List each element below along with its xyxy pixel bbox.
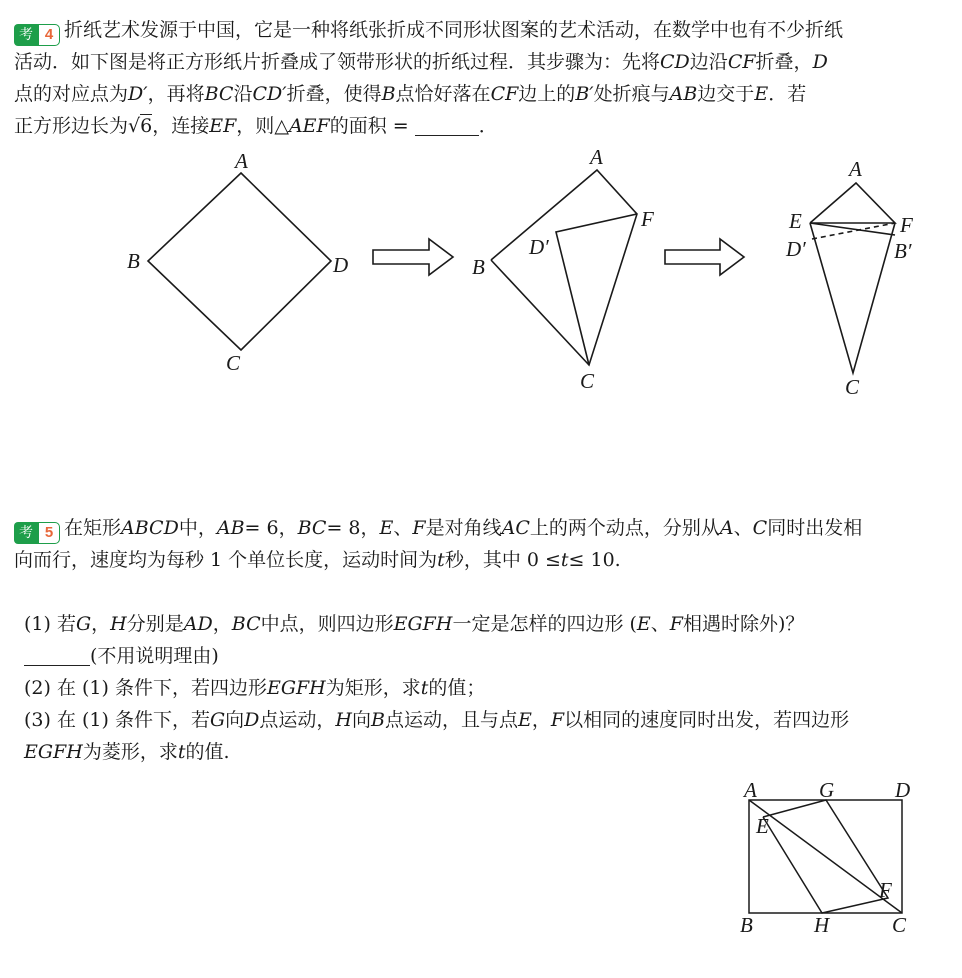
question-5-text bbox=[14, 512, 944, 576]
text-q5-tag-num: 5 bbox=[38, 522, 60, 544]
text-parts-p1-bc: BC bbox=[231, 613, 261, 635]
text-q4-line3-cdp: CD′ bbox=[252, 83, 287, 105]
text-q4-line2-b: 边沿 bbox=[689, 51, 728, 73]
text-parts-p1-a: (1) 若 bbox=[24, 613, 76, 635]
text-q5-line1-c: = 6， bbox=[244, 517, 298, 539]
text-parts-p3-c: 点运动， bbox=[259, 709, 336, 731]
text-q5-line2-b: 秒，其中 0 ≤ bbox=[444, 549, 561, 571]
text-q5-line1-ab: AB bbox=[216, 517, 245, 539]
text-q4-line4-ef: EF bbox=[209, 115, 237, 137]
figure-fold-2 bbox=[810, 183, 895, 373]
text-q4-line3-g: 处折痕与 bbox=[593, 83, 670, 105]
answer-blank-q5-1[interactable] bbox=[24, 645, 90, 666]
text-parts-p3b-egfh: EGFH bbox=[24, 741, 83, 763]
text-q5-tag-kao: 考 bbox=[14, 522, 38, 544]
text-q4-line3-bp: B′ bbox=[575, 83, 594, 105]
figure-square bbox=[148, 173, 331, 350]
text-parts-p1-h: H bbox=[110, 613, 127, 635]
text-q4-line3-dp: D′ bbox=[128, 83, 148, 105]
fig2-label-B: B bbox=[472, 255, 485, 279]
text-q4-line3-i: ．若 bbox=[768, 83, 807, 105]
text-q5-line2-t: t bbox=[437, 549, 445, 571]
question-4-text bbox=[14, 14, 944, 142]
text-parts-p3-a: (3) 在 (1) 条件下，若 bbox=[24, 709, 210, 731]
text-q4-line3-a: 点的对应点为 bbox=[14, 83, 129, 105]
text-parts-p1-d: ， bbox=[212, 613, 232, 635]
text-q5-line1-b: 中， bbox=[178, 517, 217, 539]
text-parts-p1-egfh: EGFH bbox=[393, 613, 453, 635]
fig3-label-A: A bbox=[849, 157, 862, 181]
text-q5-line1-abcd: ABCD bbox=[121, 517, 179, 539]
text-q4-line3-e: 点恰好落在 bbox=[395, 83, 491, 105]
text-parts-p1-f: 一定是怎样的四边形 ( bbox=[452, 613, 637, 635]
text-q5-line2-c: ≤ 10. bbox=[568, 549, 621, 571]
text-parts-p1-g: G bbox=[75, 613, 92, 635]
text-parts-p1-e: 中点，则四边形 bbox=[260, 613, 394, 635]
text-parts-p3-bpt: B bbox=[371, 709, 385, 731]
text-q4-line3-c: 沿 bbox=[233, 83, 253, 105]
text-parts-p1-sep: 、 bbox=[650, 613, 670, 635]
text-parts-p3-g2: ， bbox=[531, 709, 551, 731]
text-q4-line4-a: 正方形边长为 bbox=[14, 115, 129, 137]
text-q4-line3-f: 边上的 bbox=[518, 83, 576, 105]
text-parts-p1-ept: E bbox=[636, 613, 651, 635]
text-q4-line2-cd: CD bbox=[660, 51, 690, 73]
text-q4-tag-kao: 考 bbox=[14, 24, 38, 46]
text-q4-line4-end: ． bbox=[478, 115, 498, 137]
text-q4-line3-d: 折叠，使得 bbox=[286, 83, 382, 105]
text-q4-line4-aef: AEF bbox=[288, 115, 330, 137]
text-parts-p3-f: 点运动，且与点 bbox=[384, 709, 518, 731]
text-q5-line1-e: E bbox=[379, 517, 394, 539]
text-parts-p1-ad: AD bbox=[183, 613, 213, 635]
text-q5-line1-g: 是对角线 bbox=[425, 517, 502, 539]
question-4-badge bbox=[14, 24, 60, 46]
part-3 bbox=[24, 704, 849, 736]
text-parts-p1-b: ， bbox=[91, 613, 111, 635]
fig2-label-Dp: D′ bbox=[529, 235, 549, 259]
text-q4-line4-sqrt: 6 bbox=[140, 115, 153, 137]
text-parts-p3-fpt: F bbox=[550, 709, 565, 731]
fig3-label-C: C bbox=[845, 375, 860, 399]
text-q5-line1-f: F bbox=[412, 517, 426, 539]
text-q4-line3-bpt: B bbox=[381, 83, 396, 105]
fig1-label-A: A bbox=[235, 149, 248, 173]
text-parts-p2-egfh: EGFH bbox=[266, 677, 326, 699]
text-q4-line3-ept: E bbox=[754, 83, 769, 105]
text-q4-line2-a: 活动．如下图是将正方形纸片折叠成了领带形状的折纸过程．其步骤为：先将 bbox=[14, 51, 661, 73]
fig5-label-F: F bbox=[879, 878, 892, 902]
text-parts-p1-g2: 相遇时除外)？ bbox=[682, 613, 805, 635]
text-q4-line2-d: D bbox=[812, 51, 828, 73]
text-q4-line4-tri: △ bbox=[274, 115, 289, 137]
arrow-icon bbox=[665, 239, 744, 275]
fig5-label-C: C bbox=[892, 913, 907, 937]
text-q4-line2-cf: CF bbox=[727, 51, 756, 73]
fig1-label-D: D bbox=[333, 253, 349, 277]
text-q5-line1-sep: 、 bbox=[393, 517, 413, 539]
arrow-icon bbox=[373, 239, 453, 275]
text-q4-tag-num: 4 bbox=[38, 24, 60, 46]
text-parts-p2-b: 为矩形，求 bbox=[325, 677, 421, 699]
fig3-label-E: E bbox=[789, 209, 802, 233]
text-q4-line3-h: 边交于 bbox=[697, 83, 755, 105]
text-q5-line2-t2: t bbox=[560, 549, 569, 571]
text-q5-line1-i: 同时出发相 bbox=[767, 517, 863, 539]
text-q4-line3-bc: BC bbox=[204, 83, 234, 105]
text-parts-p2-c: 的值； bbox=[428, 677, 486, 699]
part-1-answer bbox=[24, 640, 219, 672]
fig2-label-C: C bbox=[580, 369, 595, 393]
text-parts-p3b-t: t bbox=[177, 741, 186, 763]
part-2 bbox=[24, 672, 485, 704]
fig5-label-H: H bbox=[814, 913, 830, 937]
question-5-badge bbox=[14, 522, 60, 544]
rectangle-figure bbox=[735, 780, 955, 950]
text-q4-line4-c: ，则 bbox=[236, 115, 275, 137]
text-q5-line1-a2: A bbox=[719, 517, 734, 539]
text-parts-p3-d: D bbox=[244, 709, 260, 731]
figure-fold-1 bbox=[491, 170, 637, 365]
text-q4-line4-b: ，连接 bbox=[152, 115, 210, 137]
text-q4-line3-cf: CF bbox=[490, 83, 519, 105]
text-parts-p3-h2: 以相同的速度同时出发，若四边形 bbox=[564, 709, 850, 731]
fig5-label-G: G bbox=[819, 780, 835, 802]
text-q4-line3-b: ，再将 bbox=[147, 83, 205, 105]
fig1-label-C: C bbox=[226, 351, 241, 375]
text-parts-p3-g: G bbox=[209, 709, 226, 731]
fig1-label-B: B bbox=[127, 249, 140, 273]
text-q5-line1-ac: AC bbox=[501, 517, 530, 539]
text-parts-p1-fpt: F bbox=[669, 613, 683, 635]
text-parts-p2-t: t bbox=[420, 677, 429, 699]
answer-blank-q4[interactable] bbox=[415, 115, 479, 136]
sqrt-symbol: √6 bbox=[128, 115, 153, 137]
part-3-cont bbox=[24, 736, 230, 768]
fig3-label-Bp: B′ bbox=[894, 239, 912, 263]
text-parts-p1-c: 分别是 bbox=[126, 613, 184, 635]
text-parts-p3-h: H bbox=[335, 709, 352, 731]
text-parts-p3b-a: 为菱形，求 bbox=[82, 741, 178, 763]
text-parts-p3b-b: 的值. bbox=[185, 741, 230, 763]
text-q5-line1-sep2: 、 bbox=[733, 517, 753, 539]
fig5-label-A: A bbox=[744, 780, 757, 802]
text-q5-line1-bc: BC bbox=[297, 517, 327, 539]
text-parts-p3-e: 向 bbox=[351, 709, 371, 731]
part-1 bbox=[24, 608, 804, 640]
text-q4-line2-c: 折叠， bbox=[755, 51, 813, 73]
fig2-label-F: F bbox=[641, 207, 654, 231]
text-q5-line1-d: = 8， bbox=[326, 517, 380, 539]
text-q4-line4-d: 的面积 = bbox=[329, 115, 409, 137]
folding-figures bbox=[0, 148, 962, 498]
text-q5-line2-a: 向而行，速度均为每秒 1 个单位长度，运动时间为 bbox=[14, 549, 438, 571]
fig2-label-A: A bbox=[590, 148, 603, 169]
text-q5-line1-c2: C bbox=[752, 517, 768, 539]
fig3-label-F: F bbox=[900, 213, 913, 237]
fig5-label-D: D bbox=[895, 780, 911, 802]
text-parts-p3-ept: E bbox=[517, 709, 532, 731]
text-parts-p3-b: 向 bbox=[225, 709, 245, 731]
text-q4-line3-ab: AB bbox=[669, 83, 698, 105]
text-q5-line1-a: 在矩形 bbox=[64, 517, 122, 539]
text-q4-line1-a: 折纸艺术发源于中国，它是一种将纸张折成不同形状图案的艺术活动，在数学中也有不少折纸 bbox=[64, 19, 844, 41]
fig5-label-E: E bbox=[756, 814, 769, 838]
text-q5-line1-h: 上的两个动点，分别从 bbox=[529, 517, 720, 539]
fig3-label-Dp: D′ bbox=[786, 237, 806, 261]
fig5-label-B: B bbox=[740, 913, 753, 937]
text-parts-p1-reason: (不用说明理由) bbox=[90, 645, 219, 667]
text-parts-p2-a: (2) 在 (1) 条件下，若四边形 bbox=[24, 677, 267, 699]
